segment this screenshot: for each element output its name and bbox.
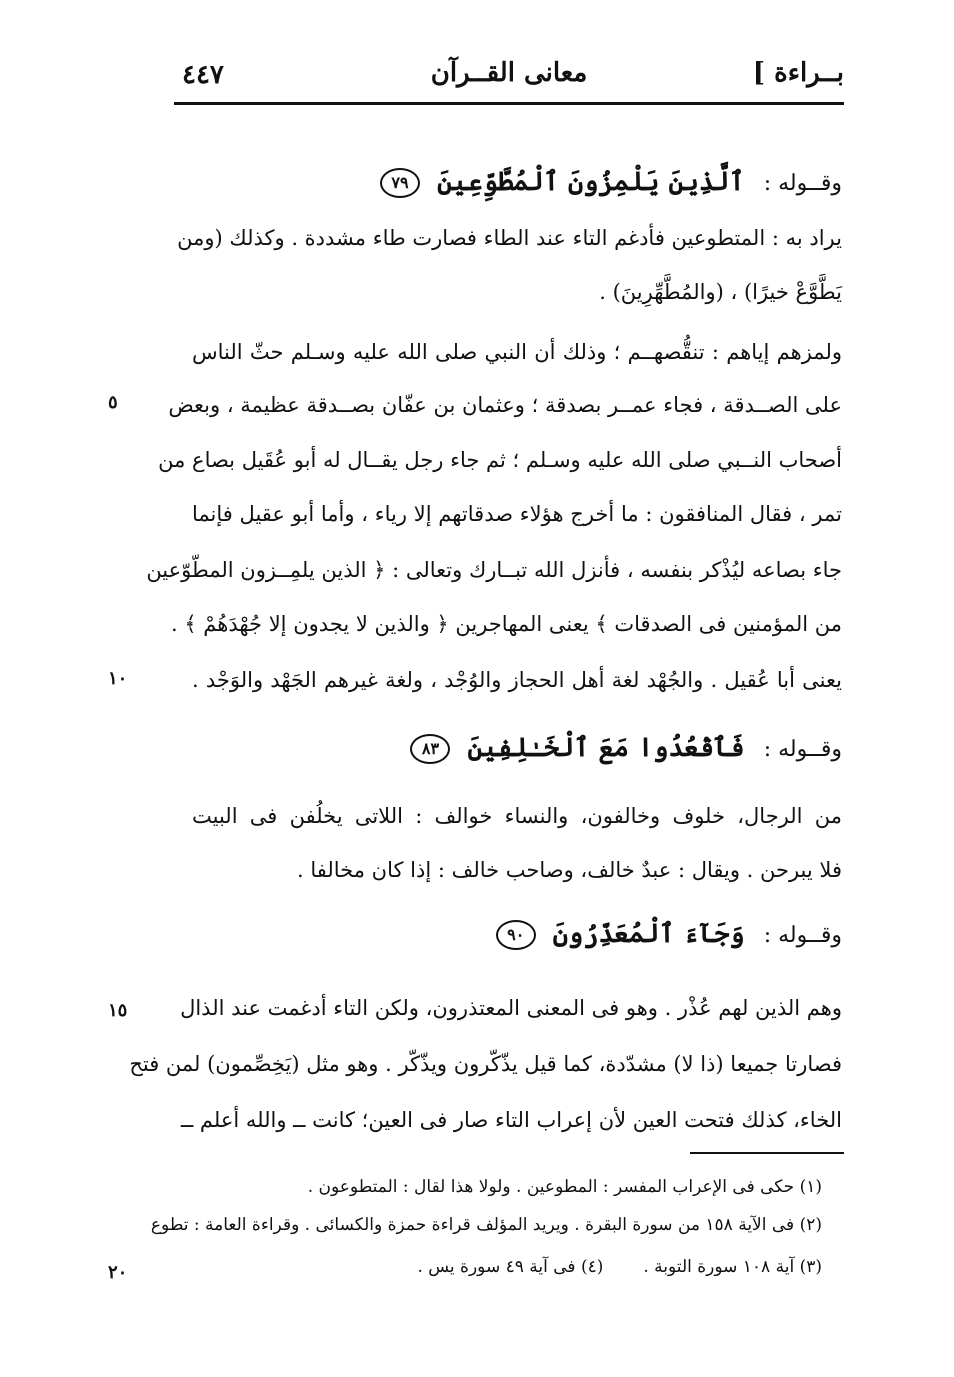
footnote: (٢) فى الآية ١٥٨ من سورة البقرة . ويريد المؤلف قراءة حمزة والكسائى . وقراءة العامة : تطوع (150, 1215, 822, 1235)
page-number: ٤٤٧ (182, 60, 224, 90)
verse-text: ٱلَّذِينَ يَلْمِزُونَ ٱلْمُطَّوِّعِينَ (437, 167, 745, 197)
footnote: (٤) فى آية ٤٩ سورة يس . (417, 1257, 604, 1277)
verse-lead: وقــوله : (763, 737, 842, 762)
text-line: يعنى أبا عُقيل . والجُهْد لغة أهل الحجاز والوُجْد ، ولغة غيرهم الجَهْد والوَجْد . (192, 668, 842, 692)
text-line: فلا يبرحن . ويقال : عبدٌ خالف، وصاحب خالف : إذا كان مخالفا . (297, 858, 842, 882)
text-line: وهم الذين لهم عُذْر . وهو فى المعنى المعتذرون، ولكن التاء أدغمت عند الذال (180, 996, 842, 1020)
ayah-number-badge: ٩٠ (496, 920, 536, 950)
text-line: أصحاب النــبي صلى الله عليه وسـلم ؛ ثم جاء رجل يقــال له أبو عُقَيل بصاع من (158, 448, 842, 472)
margin-line-number: ٥ (108, 392, 118, 413)
margin-line-number: ١٠ (108, 668, 128, 689)
ayah-number-badge: ٧٩ (380, 168, 420, 198)
text-line: يَطَّوَّعْ خيرًا) ، (والمُطَّهِّرِينَ) . (599, 280, 842, 304)
verse-heading-83 (242, 726, 842, 772)
verse-heading-79 (242, 160, 842, 206)
text-line: من الرجال، خلوف وخالفون، والنساء خوالف : اللاتى يخلُفن فى البيت (192, 804, 842, 828)
footnote-rule (690, 1152, 844, 1154)
verse-text: وَجَآءَ ٱلْمُعَذِّرُونَ (552, 919, 745, 949)
text-line: من المؤمنين فى الصدقات ﴾ يعنى المهاجرين ﴿ والذين لا يجدون إلا جُهْدَهُمْ ﴾ . (170, 612, 842, 636)
verse-lead: وقــوله : (763, 171, 842, 196)
book-title: معانى القــرآن (430, 58, 588, 88)
page-header (174, 54, 844, 98)
margin-line-number: ٢٠ (108, 1262, 128, 1283)
footnote-row (192, 1252, 822, 1282)
header-rule (174, 102, 844, 105)
ayah-number-badge: ٨٣ (410, 734, 450, 764)
verse-text: فَٱقْعُدُوا مَعَ ٱلْخَـٰلِفِينَ (467, 733, 745, 763)
text-line: على الصــدقة ، فجاء عمــر بصدقة ؛ وعثمان بن عفّان بصــدقة عظيمة ، وبعض (168, 393, 842, 417)
sura-name: بــراءة ] (752, 58, 844, 88)
text-line: جاء بصاعه ليُذْكر بنفسه ، فأنزل الله تبــارك وتعالى : ﴿ الذين يلمِــزون المطّوّعين (146, 558, 842, 582)
footnote: (١) حكى فى الإعراب المفسر : المطوعين . ولولا هذا لقال : المتطوعون . (307, 1177, 822, 1197)
text-line: يراد به : المتطوعين فأدغم التاء عند الطاء فصارت طاء مشددة . وكذلك (ومن (177, 226, 842, 250)
verse-heading-90 (242, 912, 842, 958)
text-line: الخاء، كذلك فتحت العين لأن إعراب التاء صار فى العين؛ كانت ــ والله أعلم ــ (180, 1108, 842, 1132)
text-line: تمر ، فقال المنافقون : ما أخرج هؤلاء صدقاتهم إلا رياء ، وأما أبو عقيل فإنما (192, 502, 842, 526)
text-line: ولمزهم إياهم : تنقُّصهــم ؛ وذلك أن النبي صلى الله عليه وسـلم حثّ الناس (192, 340, 842, 364)
footnote: (٣) آية ١٠٨ سورة التوبة . (643, 1257, 822, 1277)
verse-lead: وقــوله : (763, 923, 842, 948)
margin-line-number: ١٥ (108, 1000, 128, 1021)
text-line: فصارتا جميعا (ذا لا) مشدّدة، كما قيل يذّكّرون ويذّكّر . وهو مثل (يَخِصِّمون) لمن فتح (129, 1052, 842, 1076)
